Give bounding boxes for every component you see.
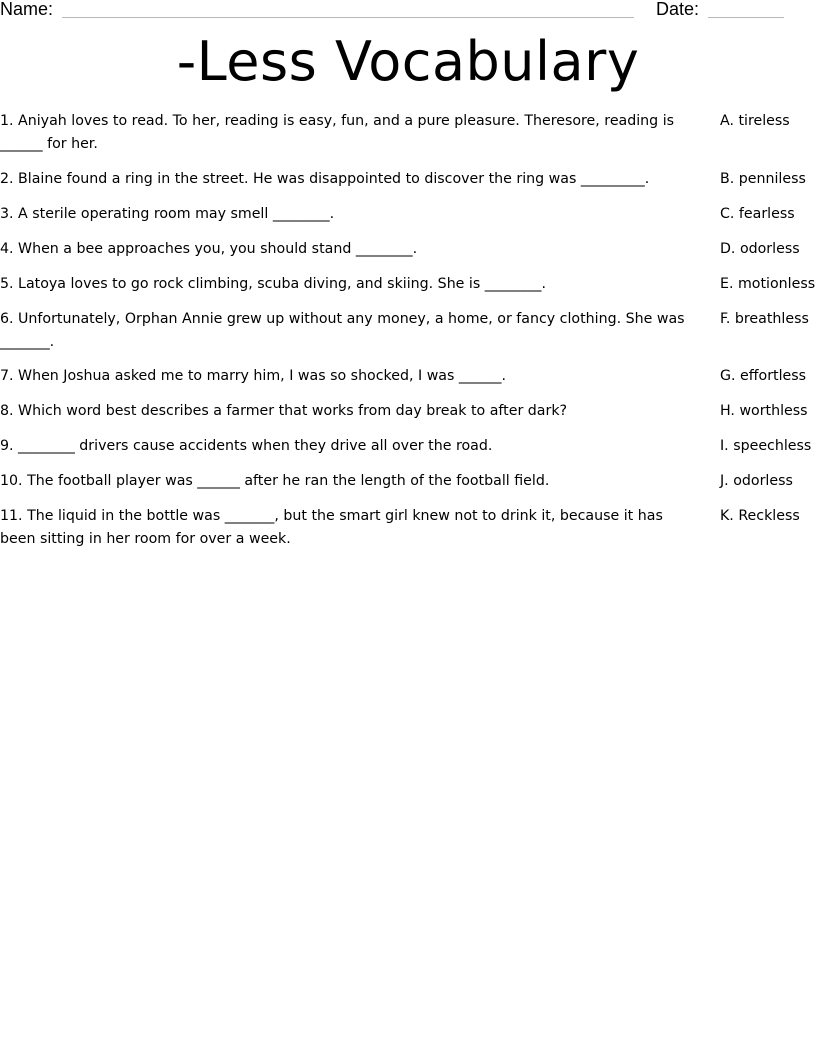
name-label: Name:	[0, 0, 54, 19]
question-7: 7. When Joshua asked me to marry him, I was so shocked, I was ______.	[0, 368, 506, 384]
question-8: 8. Which word best describes a farmer that works from day break to after dark?	[0, 403, 568, 419]
date-label: Date:	[656, 0, 700, 19]
question-4: 4. When a bee approaches you, you should stand ________.	[0, 241, 418, 257]
question-2: 2. Blaine found a ring in the street. He was disappointed to discover the ring was _________.	[0, 171, 650, 187]
question-6: 6. Unfortunately, Orphan Annie grew up without any money, a home, or fancy clothing. She was _______.	[0, 311, 685, 350]
question-10: 10. The football player was ______ after he ran the length of the football field.	[0, 473, 550, 489]
answer-b: B. penniless	[720, 171, 806, 187]
answer-i: I. speechless	[720, 438, 812, 454]
date-blank-line	[708, 17, 784, 18]
question-11: 11. The liquid in the bottle was _______, but the smart girl knew not to drink it, because it has been sitting in her room for over a week.	[0, 508, 663, 547]
question-3: 3. A sterile operating room may smell ________.	[0, 206, 335, 222]
worksheet-title: -Less Vocabulary	[176, 30, 640, 93]
answer-h: H. worthless	[720, 403, 808, 419]
question-9: 9. ________ drivers cause accidents when they drive all over the road.	[0, 438, 493, 454]
answer-j: J. odorless	[720, 473, 793, 489]
answer-e: E. motionless	[720, 276, 816, 292]
answer-f: F. breathless	[720, 311, 809, 327]
answer-g: G. effortless	[720, 368, 807, 384]
question-1: 1. Aniyah loves to read. To her, reading is easy, fun, and a pure pleasure. Theresore, reading is ______ for her.	[0, 113, 675, 152]
name-blank-line	[62, 17, 634, 18]
answer-c: C. fearless	[720, 206, 795, 222]
question-5: 5. Latoya loves to go rock climbing, scuba diving, and skiing. She is ________.	[0, 276, 547, 292]
answer-k: K. Reckless	[720, 508, 800, 524]
worksheet-header	[0, 0, 816, 24]
answer-a: A. tireless	[720, 113, 790, 129]
answer-d: D. odorless	[720, 241, 800, 257]
